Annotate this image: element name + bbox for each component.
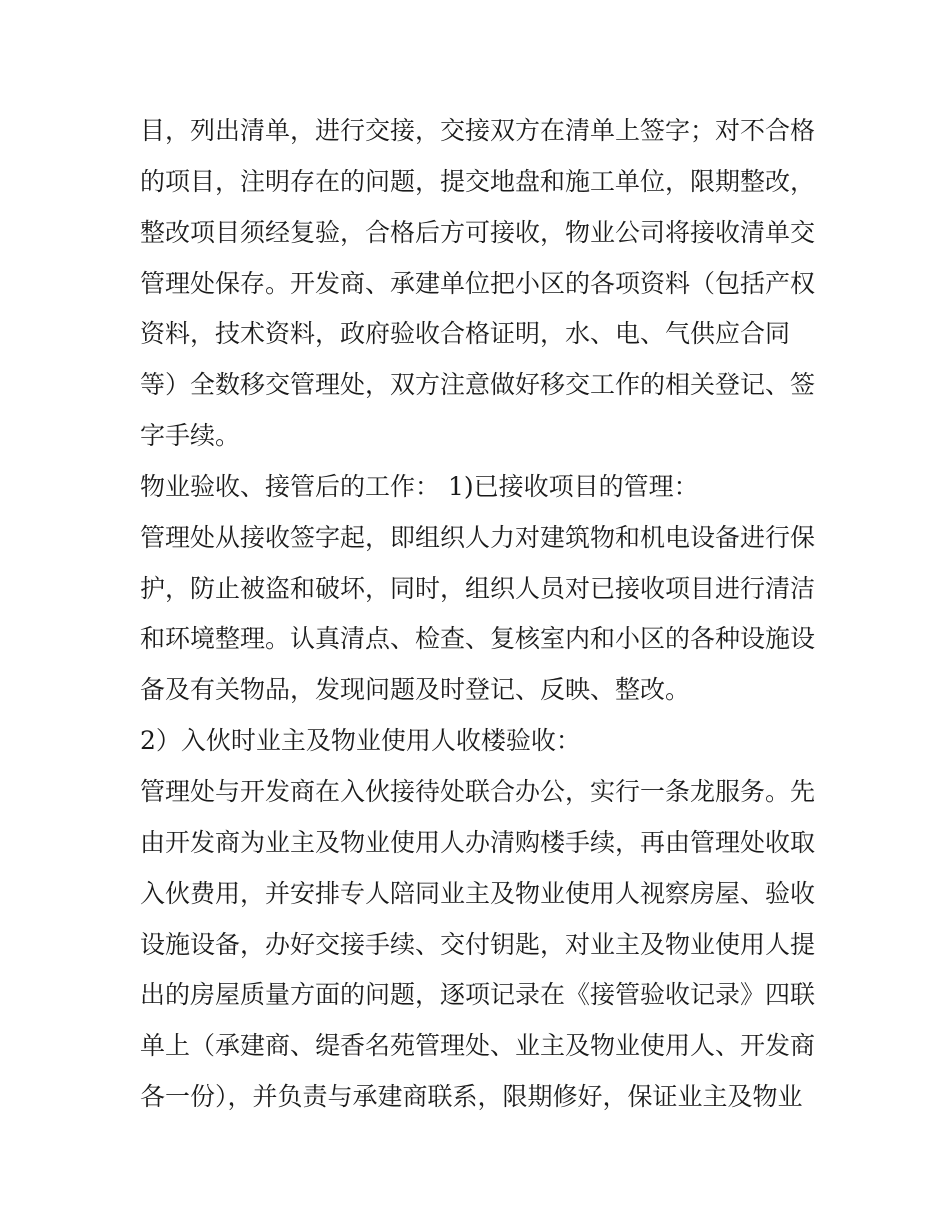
text-line: 设施设备，办好交接手续、交付钥匙，对业主及物业使用人提 — [140, 929, 816, 959]
text-line: 目，列出清单，进行交接，交接双方在清单上签字；对不合格 — [140, 116, 816, 145]
text-line: 管理处与开发商在入伙接待处联合办公，实行一条龙服务。先 — [140, 776, 816, 806]
body-text — [140, 106, 820, 1123]
section-heading-line: 2）入伙时业主及物业使用人收楼验收： — [140, 726, 581, 756]
text-line: 和环境整理。认真清点、检查、复核室内和小区的各种设施设 — [140, 624, 816, 654]
text-line: 由开发商为业主及物业使用人办清购楼手续，再由管理处收取 — [140, 827, 816, 857]
text-line: 管理处保存。开发商、承建单位把小区的各项资料（包括产权 — [140, 268, 816, 298]
text-line: 等）全数移交管理处，双方注意做好移交工作的相关登记、签 — [140, 370, 816, 400]
text-line: 字手续。 — [140, 421, 241, 451]
text-line: 备及有关物品，发现问题及时登记、反映、整改。 — [140, 675, 691, 705]
text-line: 整改项目须经复验，合格后方可接收，物业公司将接收清单交 — [140, 217, 816, 247]
text-line: 护，防止被盗和破坏，同时，组织人员对已接收项目进行清洁 — [140, 573, 816, 603]
text-line: 资料，技术资料，政府验收合格证明，水、电、气供应合同 — [140, 319, 791, 349]
section-heading-line: 物业验收、接管后的工作： 1)已接收项目的管理： — [140, 471, 699, 501]
text-line: 管理处从接收签字起，即组织人力对建筑物和机电设备进行保 — [140, 522, 816, 552]
text-line: 入伙费用，并安排专人陪同业主及物业使用人视察房屋、验收 — [140, 878, 816, 908]
text-line: 各一份），并负责与承建商联系，限期修好，保证业主及物业 — [140, 1082, 803, 1112]
text-line: 的项目，注明存在的问题，提交地盘和施工单位，限期整改， — [140, 166, 816, 196]
text-line: 单上（承建商、缇香名苑管理处、业主及物业使用人、开发商 — [140, 1031, 816, 1061]
text-line: 出的房屋质量方面的问题，逐项记录在《接管验收记录》四联 — [140, 980, 816, 1010]
